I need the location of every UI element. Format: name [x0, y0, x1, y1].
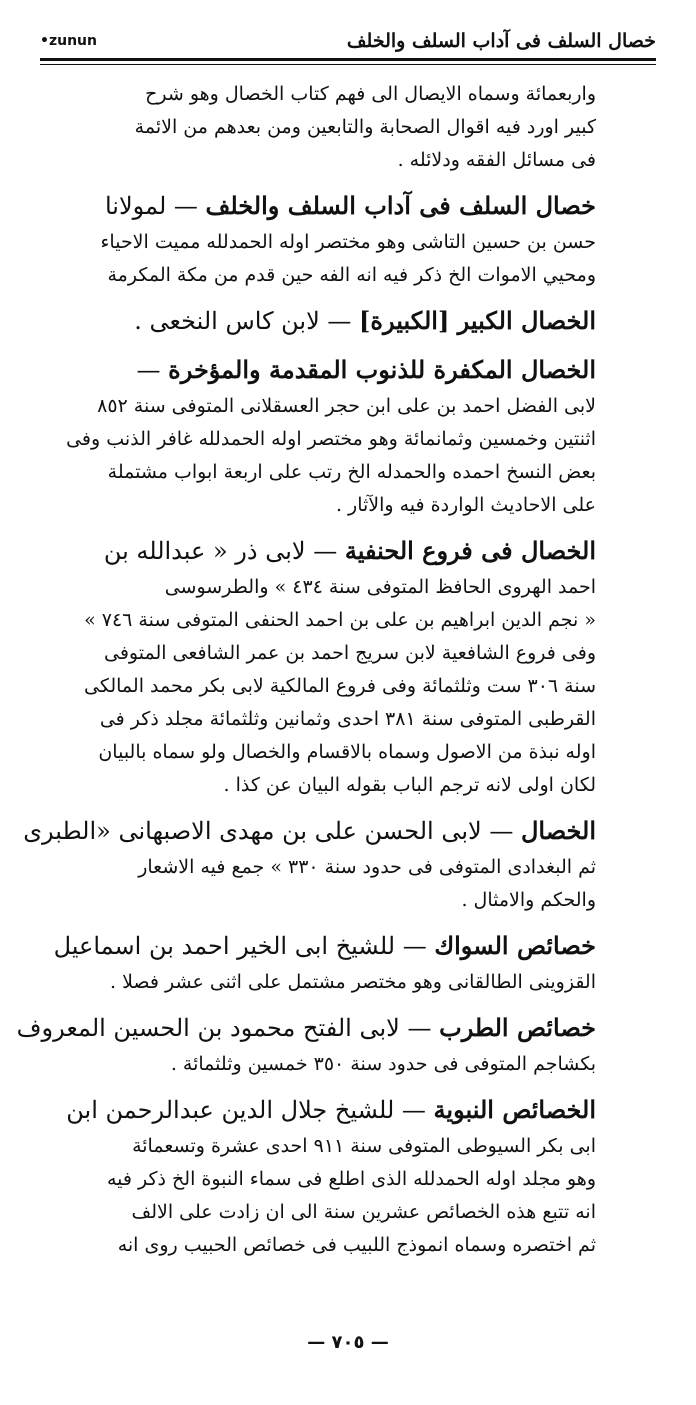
- entry: [23, 811, 596, 917]
- text-line: اوله نبذة من الاصول وسماه بالاقسام والخصال ولو سماه بالبيان: [98, 741, 596, 763]
- entry-author: — للشيخ جلال الدين عبدالرحمن ابن: [66, 1096, 434, 1124]
- entry-author: — للشيخ ابى الخير احمد بن اسماعيل: [53, 932, 435, 960]
- header-left-mark: •zunun: [40, 33, 97, 49]
- text-line: ابى بكر السيوطى المتوفى سنة ٩١١ احدى عشرة وتسعمائة: [132, 1135, 596, 1157]
- entry: [95, 186, 596, 292]
- entry-heading: الخصال فى فروع الحنفية: [344, 536, 596, 565]
- entry-author: —: [136, 356, 169, 384]
- entry-title-line: [95, 531, 596, 571]
- entry-heading: خصائص السواك: [434, 931, 596, 960]
- entry-title-line: [95, 301, 596, 341]
- entry: [66, 1090, 596, 1262]
- text-line: ثم اختصره وسماه انموذج اللبيب فى خصائص الحبيب روى انه: [117, 1234, 596, 1256]
- entry-author: — لابى الحسن على بن مهدى الاصبهانى «الطبرى: [23, 817, 521, 845]
- page-body: [16, 78, 596, 1262]
- intro-paragraph: [95, 78, 596, 177]
- running-header: [40, 26, 656, 56]
- entry-author: — لابى الفتح محمود بن الحسين المعروف: [16, 1014, 440, 1042]
- entry-title-line: [95, 350, 596, 390]
- text-line: وفى فروع الشافعية لابن سريج احمد بن عمر الشافعى المتوفى: [104, 642, 596, 664]
- entry: [95, 301, 596, 341]
- entry: [66, 350, 596, 522]
- text-line: ومحيي الاموات الخ ذكر فيه انه الفه حين قدم من مكة المكرمة: [107, 264, 596, 286]
- entry-title-line: [23, 811, 596, 851]
- entry-author: — لمولانا: [104, 192, 206, 220]
- header-title: خصال السلف فى آداب السلف والخلف: [346, 30, 656, 52]
- entry-heading: الخصال الكبير [الكبيرة]: [359, 306, 596, 335]
- entries-list: [16, 186, 596, 1262]
- text-line: سنة ٣٠٦ ست وثلثمائة وفى فروع المالكية لابى بكر محمد المالكى: [84, 675, 596, 697]
- text-line: لكان اولى لانه ترجم الباب بقوله البيان عن كذا .: [223, 774, 596, 796]
- text-line: « نجم الدين ابراهيم بن على بن احمد الحنفى المتوفى سنة ٧٤٦ »: [84, 609, 596, 631]
- entry-heading: خصال السلف فى آداب السلف والخلف: [205, 191, 596, 220]
- text-line: اثنتين وخمسين وثمانمائة وهو مختصر اوله الحمدلله غافر الذنب وفى: [66, 428, 596, 450]
- text-line: ثم البغدادى المتوفى فى حدود سنة ٣٣٠ » جمع فيه الاشعار: [138, 856, 596, 878]
- text-line: كبير اورد فيه اقوال الصحابة والتابعين ومن بعدهم من الائمة: [134, 116, 596, 138]
- entry-author: — لابى ذر « عبدالله بن: [103, 537, 345, 565]
- entry: [16, 1008, 596, 1081]
- text-line: فى مسائل الفقه ودلائله .: [397, 149, 596, 171]
- text-line: واربعمائة وسماه الايصال الى فهم كتاب الخصال وهو شرح: [145, 83, 596, 105]
- entry-title-line: [16, 1008, 596, 1048]
- entry-heading: الخصال: [520, 816, 596, 845]
- entry-heading: خصائص الطرب: [439, 1013, 596, 1042]
- entry-heading: الخصائص النبوية: [433, 1095, 596, 1124]
- text-line: لابى الفضل احمد بن على ابن حجر العسقلانى المتوفى سنة ٨٥٢: [97, 395, 596, 417]
- header-rule-thick: [40, 58, 656, 61]
- text-line: احمد الهروى الحافظ المتوفى سنة ٤٣٤ » والطرسوسى: [164, 576, 596, 598]
- entry: [84, 531, 596, 802]
- entry-author: — لابن كاس النخعى .: [134, 307, 360, 335]
- entry: [53, 926, 596, 999]
- text-line: وهو مجلد اوله الحمدلله الذى اطلع فى سماء النبوة الخ ذكر فيه: [106, 1168, 596, 1190]
- text-line: بكشاجم المتوفى فى حدود سنة ٣٥٠ خمسين وثلثمائة .: [170, 1053, 596, 1075]
- entry-title-line: [66, 1090, 596, 1130]
- text-line: بعض النسخ احمده والحمدله الخ رتب على اربعة ابواب مشتملة: [107, 461, 596, 483]
- text-line: حسن بن حسين التاشى وهو مختصر اوله الحمدلله مميت الاحياء: [100, 231, 596, 253]
- text-line: والحكم والامثال .: [461, 889, 596, 911]
- entry-title-line: [53, 926, 596, 966]
- text-line: القرطبى المتوفى سنة ٣٨١ احدى وثمانين وثلثمائة مجلد ذكر فى: [99, 708, 596, 730]
- text-line: على الاحاديث الواردة فيه والآثار .: [335, 494, 596, 516]
- page-number: — ٧٠٥ —: [307, 1332, 389, 1353]
- text-line: القزوينى الطالقانى وهو مختصر مشتمل على اثنى عشر فصلا .: [110, 971, 596, 993]
- entry-title-line: [95, 186, 596, 226]
- header-rule-thin: [40, 64, 656, 65]
- entry-heading: الخصال المكفرة للذنوب المقدمة والمؤخرة: [168, 355, 596, 384]
- text-line: انه تتبع هذه الخصائص عشرين سنة الى ان زادت على الالف: [131, 1201, 596, 1223]
